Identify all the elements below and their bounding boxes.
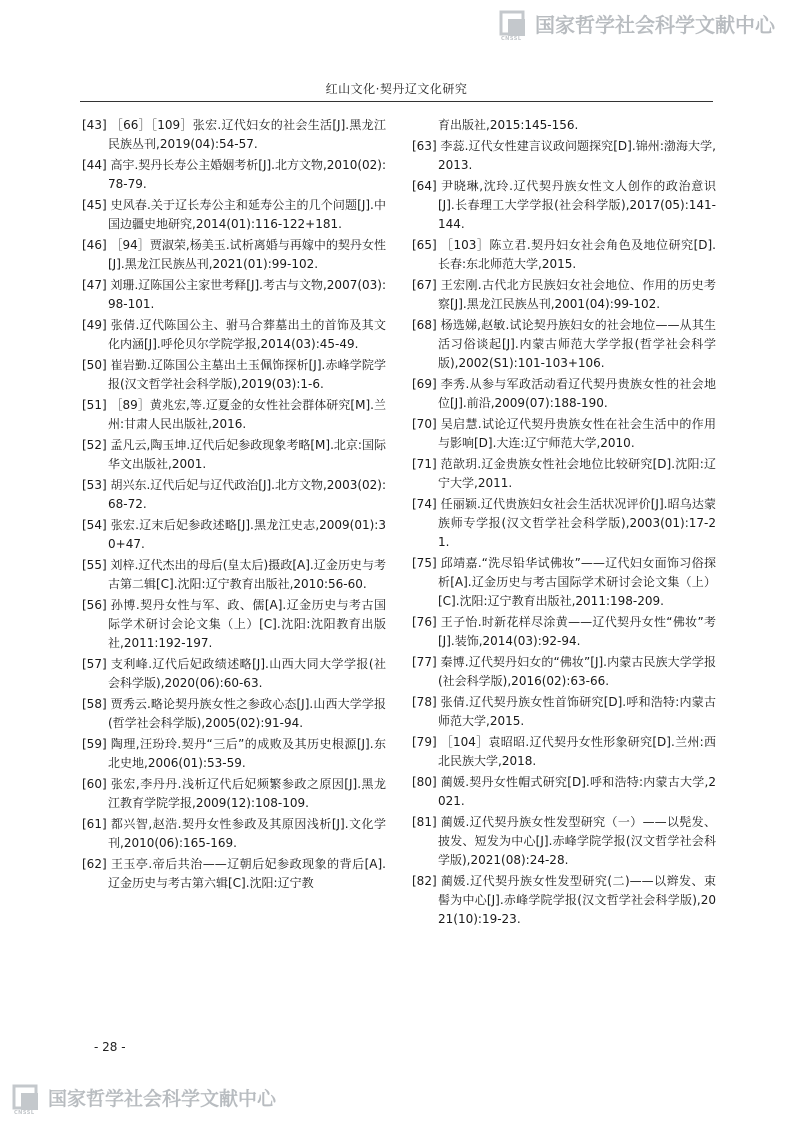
reference-item: [49] 张倩.辽代陈国公主、驸马合葬墓出土的首饰及其文化内涵[J].呼伦贝尔学院学报,2014(03):45-49. <box>82 318 386 351</box>
page-number: - 28 - <box>94 1040 126 1054</box>
reference-item: [45] 史风春.关于辽长寿公主和延寿公主的几个问题[J].中国边疆史地研究,2014(01):116-122+181. <box>82 198 386 231</box>
reference-item: [79] ［104］袁昭昭.辽代契丹女性形象研究[D].兰州:西北民族大学,2018. <box>412 735 716 768</box>
reference-item: [80] 蔺媛.契丹女性帽式研究[D].呼和浩特:内蒙古大学,2021. <box>412 775 716 808</box>
reference-item: [76] 王子怡.时新花样尽涂黄——辽代契丹女性“佛妆”考[J].装饰,2014(03):92-94. <box>412 615 716 648</box>
reference-item: [57] 支利峰.辽代后妃政绩述略[J].山西大同大学学报(社会科学版),2020(06):60-63. <box>82 657 386 690</box>
reference-item: [59] 陶理,汪玢玲.契丹“三后”的成败及其历史根源[J].东北史地,2006(01):53-59. <box>82 737 386 770</box>
references-left-column <box>82 116 386 895</box>
reference-item: [55] 刘梓.辽代杰出的母后(皇太后)摄政[A].辽金历史与考古第二辑[C].沈阳:辽宁教育出版社,2010:56-60. <box>82 558 386 591</box>
reference-item: [56] 孙博.契丹女性与军、政、儒[A].辽金历史与考古国际学术研讨会论文集（上）[C].沈阳:沈阳教育出版社,2011:192-197. <box>82 598 386 650</box>
reference-item: [43] ［66］［109］张宏.辽代妇女的社会生活[J].黑龙江民族丛刊,2019(04):54-57. <box>82 118 386 151</box>
reference-item: [68] 杨选娣,赵敏.试论契丹族妇女的社会地位——从其生活习俗谈起[J].内蒙古师范大学学报(哲学社会科学版),2002(S1):101-103+106. <box>412 318 716 370</box>
reference-item: [60] 张宏,李丹丹.浅析辽代后妃频繁参政之原因[J].黑龙江教育学院学报,2009(12):108-109. <box>82 777 386 810</box>
reference-item: [75] 邱靖嘉.“洗尽铅华试佛妆”——辽代妇女面饰习俗探析[A].辽金历史与考古国际学术研讨会论文集（上）[C].沈阳:辽宁教育出版社,2011:198-209. <box>412 556 716 608</box>
archive-logo-icon <box>12 1082 42 1116</box>
reference-item: [53] 胡兴东.辽代后妃与辽代政治[J].北方文物,2003(02):68-72. <box>82 478 387 511</box>
archive-logo-icon <box>499 8 529 42</box>
reference-item: [51] ［89］黄兆宏,等.辽夏金的女性社会群体研究[M].兰州:甘肃人民出版社,2016. <box>82 398 386 431</box>
reference-item: [81] 蔺媛.辽代契丹族女性发型研究（一）——以髡发、披发、短发为中心[J].赤峰学院学报(汉文哲学社会科学版),2021(08):24-28. <box>412 815 716 867</box>
reference-item: [64] 尹晓琳,沈玲.辽代契丹族女性文人创作的政治意识[J].长春理工大学学报(社会科学版),2017(05):141-144. <box>412 179 716 231</box>
reference-item: [46] ［94］贾淑荣,杨美玉.试析离婚与再嫁中的契丹女性[J].黑龙江民族丛刊,2021(01):99-102. <box>82 238 386 271</box>
reference-item: [61] 都兴智,赵浩.契丹女性参政及其原因浅析[J].文化学刊,2010(06):165-169. <box>82 817 386 850</box>
reference-item: [70] 吴启慧.试论辽代契丹贵族女性在社会生活中的作用与影响[D].大连:辽宁师范大学,2010. <box>412 417 716 450</box>
reference-item: [52] 孟凡云,陶玉坤.辽代后妃参政现象考略[M].北京:国际华文出版社,2001. <box>82 438 386 471</box>
reference-item: [54] 张宏.辽末后妃参政述略[J].黑龙江史志,2009(01):30+47. <box>82 518 386 551</box>
header-rule <box>80 101 713 102</box>
watermark-sub-top: CNSSL <box>501 36 522 42</box>
running-title: 红山文化·契丹辽文化研究 <box>325 82 468 96</box>
watermark-text-top: 国家哲学社会科学文献中心 <box>535 12 775 37</box>
reference-item: [50] 崔岩勤.辽陈国公主墓出土玉佩饰探析[J].赤峰学院学报(汉文哲学社会科学版),2019(03):1-6. <box>82 358 386 391</box>
watermark-bottom <box>12 1082 277 1116</box>
reference-item: [63] 李蕊.辽代女性建言议政问题探究[D].锦州:渤海大学,2013. <box>412 139 716 172</box>
reference-continuation: 育出版社,2015:145-156. <box>438 118 579 132</box>
watermark-sub-bottom: CNSSL <box>14 1110 35 1116</box>
reference-item: [69] 李秀.从参与军政活动看辽代契丹贵族女性的社会地位[J].前沿,2009(07):188-190. <box>412 377 716 410</box>
reference-item: [71] 范歆玥.辽金贵族女性社会地位比较研究[D].沈阳:辽宁大学,2011. <box>412 457 716 490</box>
reference-item: [58] 贾秀云.略论契丹族女性之参政心态[J].山西大学学报(哲学社会科学版),2005(02):91-94. <box>82 697 386 730</box>
watermark-text-bottom: 国家哲学社会科学文献中心 <box>48 1087 277 1110</box>
reference-item: [78] 张倩.辽代契丹族女性首饰研究[D].呼和浩特:内蒙古师范大学,2015. <box>412 695 716 728</box>
watermark-top <box>499 8 775 42</box>
reference-item: [77] 秦博.辽代契丹妇女的“佛妆”[J].内蒙古民族大学学报(社会科学版),2016(02):63-66. <box>412 655 716 688</box>
reference-item: [82] 蔺媛.辽代契丹族女性发型研究(二)——以辫发、束髻为中心[J].赤峰学院学报(汉文哲学社会科学版),2021(10):19-23. <box>412 874 716 926</box>
reference-item: [62] 王玉亭.帝后共治——辽朝后妃参政现象的背后[A].辽金历史与考古第六辑[C].沈阳:辽宁教 <box>82 857 386 890</box>
references-right-column <box>412 116 716 931</box>
reference-item: [47] 刘珊.辽陈国公主家世考释[J].考古与文物,2007(03):98-101. <box>82 278 387 311</box>
reference-item: [74] 任丽颖.辽代贵族妇女社会生活状况评价[J].昭乌达蒙族师专学报(汉文哲学社会科学版),2003(01):17-21. <box>412 497 716 549</box>
reference-item: [44] 高宇.契丹长寿公主婚姻考析[J].北方文物,2010(02):78-79. <box>82 158 387 191</box>
reference-item: [67] 王宏刚.古代北方民族妇女社会地位、作用的历史考察[J].黑龙江民族丛刊,2001(04):99-102. <box>412 278 716 311</box>
reference-item: [65] ［103］陈立君.契丹妇女社会角色及地位研究[D].长春:东北师范大学,2015. <box>412 238 716 271</box>
